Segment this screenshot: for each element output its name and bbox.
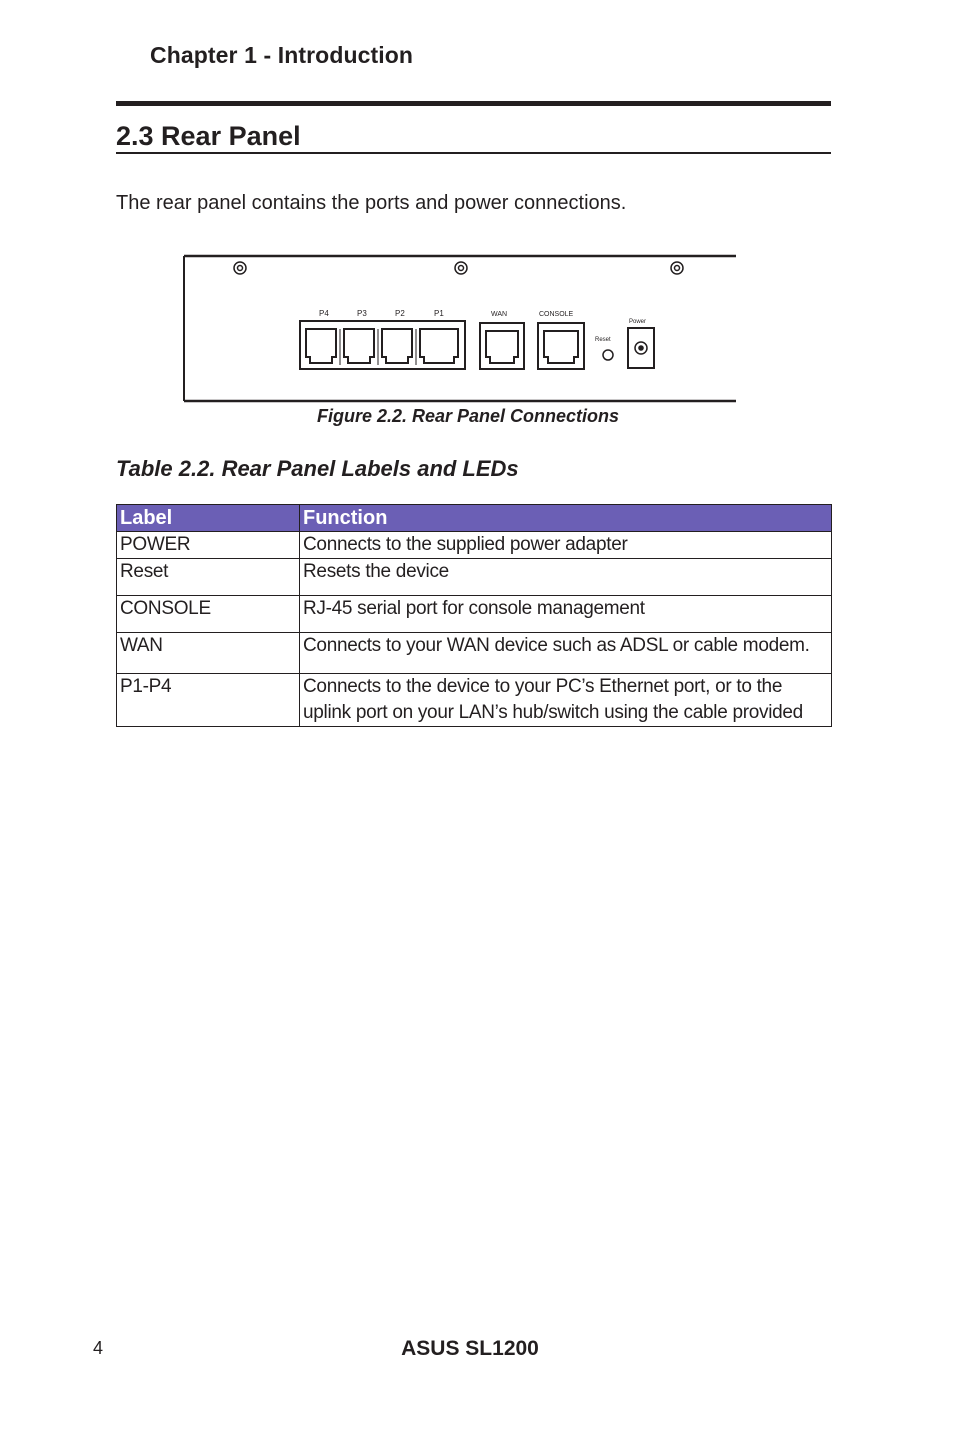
label-reset: Reset xyxy=(595,337,611,343)
row-function: Connects to your WAN device such as ADSL or cable modem. xyxy=(300,633,832,674)
console-port xyxy=(538,323,584,369)
row-label: Reset xyxy=(117,559,300,596)
rear-panel-figure xyxy=(182,253,738,405)
row-function: Resets the device xyxy=(300,559,832,596)
rear-panel-illustration xyxy=(182,253,738,405)
label-power: Power xyxy=(629,319,647,325)
label-p2: P2 xyxy=(395,309,405,318)
table-row xyxy=(117,596,832,633)
chapter-header: Chapter 1 - Introduction xyxy=(150,42,414,68)
page-number: 4 xyxy=(93,1338,104,1358)
intro-paragraph: The rear panel contains the ports and power connections. xyxy=(116,192,627,214)
table-title: Table 2.2. Rear Panel Labels and LEDs xyxy=(116,456,519,481)
table-row xyxy=(117,532,832,559)
label-p3: P3 xyxy=(357,309,367,318)
label-wan: WAN xyxy=(491,311,508,318)
row-function: RJ-45 serial port for console management xyxy=(300,596,832,633)
table-row xyxy=(117,674,832,727)
row-label: WAN xyxy=(117,633,300,674)
row-label: P1-P4 xyxy=(117,674,300,727)
row-label: POWER xyxy=(117,532,300,559)
row-label: CONSOLE xyxy=(117,596,300,633)
footer-product-name: ASUS SL1200 xyxy=(401,1337,539,1360)
table-header-row xyxy=(117,505,832,532)
lan-ports xyxy=(300,321,465,369)
rear-panel-table xyxy=(116,504,832,727)
label-console: CONSOLE xyxy=(539,311,574,318)
figure-caption: Figure 2.2. Rear Panel Connections xyxy=(316,406,620,426)
label-p4: P4 xyxy=(319,309,329,318)
wan-port xyxy=(480,323,524,369)
label-p1: P1 xyxy=(434,309,444,318)
table-row xyxy=(117,559,832,596)
power-jack-icon xyxy=(628,328,654,368)
screw-icon xyxy=(234,262,683,274)
header-rule xyxy=(116,101,831,106)
table-row xyxy=(117,633,832,674)
section-title: 2.3 Rear Panel xyxy=(116,120,831,154)
header-function: Function xyxy=(300,505,832,532)
reset-button-icon xyxy=(603,350,613,360)
row-function: Connects to the supplied power adapter xyxy=(300,532,832,559)
row-function: Connects to the device to your PC’s Ethernet port, or to the uplink port on your LAN’s hub/switch using the cable provided xyxy=(300,674,832,727)
header-label: Label xyxy=(117,505,300,532)
